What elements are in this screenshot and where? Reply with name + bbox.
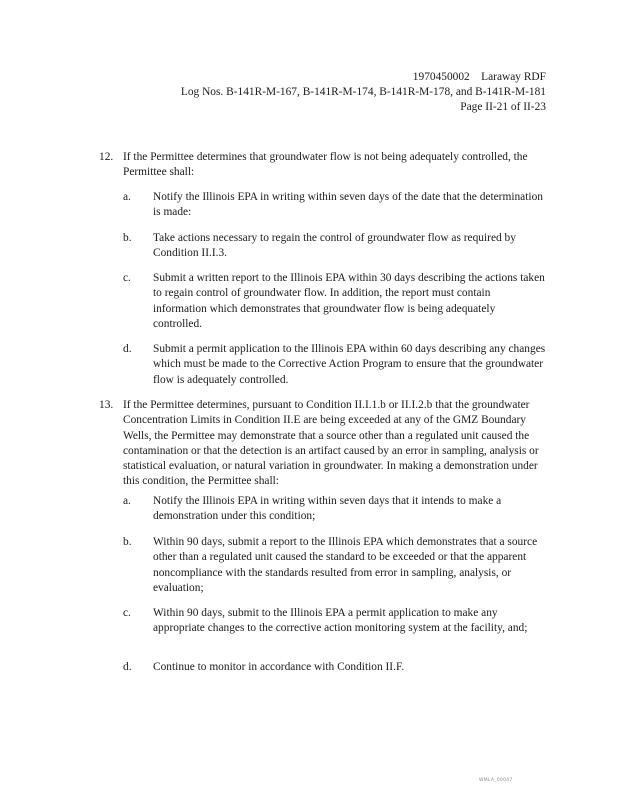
subitem-text: Notify the Illinois EPA in writing within seven days that it intends to make a demonstration under this condition; [153,495,502,523]
subitem-letter: a. [123,495,131,507]
subitem-letter: c. [123,607,131,619]
header-id-line: 1970450002 Laraway RDF [412,71,546,83]
subitem-text: Submit a permit application to the Illinois EPA within 60 days describing any changes which must be made to the Corrective Action Program to ensure that the groundwater flow is adequately controlled. [153,343,546,386]
subitem-text: Within 90 days, submit to the Illinois EPA a permit application to make any appropriate changes to the corrective action monitoring system at the facility, and; [153,607,528,635]
subitem-letter: c. [123,272,131,284]
subitem-letter: b. [123,536,132,548]
subitem-text: Submit a written report to the Illinois EPA within 30 days describing the actions taken to regain control of groundwater flow. In addition, the report must contain information which demonstrates that groundwater flow is being adequately controlled. [153,272,545,330]
page-header [181,70,546,115]
item-number: 13. [99,399,114,411]
subitem-text: Notify the Illinois EPA in writing within seven days of the date that the determination is made: [153,191,543,219]
subitem-text: Take actions necessary to regain the control of groundwater flow as required by Condition II.I.3. [153,232,516,260]
subitem-letter: d. [123,661,132,673]
subitem-text: Within 90 days, submit a report to the Illinois EPA which demonstrates that a source other than a regulated unit caused the standard to be exceeded or that the apparent noncompliance with the standards resulted from error in sampling, analysis, or evaluation; [153,536,538,594]
subitem-letter: a. [123,191,131,203]
header-page-number: Page II-21 of II-23 [460,101,546,113]
item-number: 12. [99,151,114,163]
bates-stamp: WMLA_00047 [479,778,513,783]
subitem-letter: d. [123,343,132,355]
header-log-numbers: Log Nos. B-141R-M-167, B-141R-M-174, B-141R-M-178, and B-141R-M-181 [180,86,546,98]
subitem-text: Continue to monitor in accordance with Condition II.F. [153,661,405,673]
item-text: If the Permittee determines that groundwater flow is not being adequately controlled, the Permittee shall: [123,151,528,179]
item-text: If the Permittee determines, pursuant to Condition II.I.1.b or II.I.2.b that the groundwater Concentration Limits in Condition II.E are being exceeded at any of the GMZ Boundary Wells, the Permittee may demonstrate that a source other than a regulated unit caused the contamination or that the detection is an artifact caused by an error in sampling, analysis or statistical evaluation, or natural variation in groundwater. In making a demonstration under this condition, the Permittee shall: [123,399,539,488]
subitem-letter: b. [123,232,132,244]
